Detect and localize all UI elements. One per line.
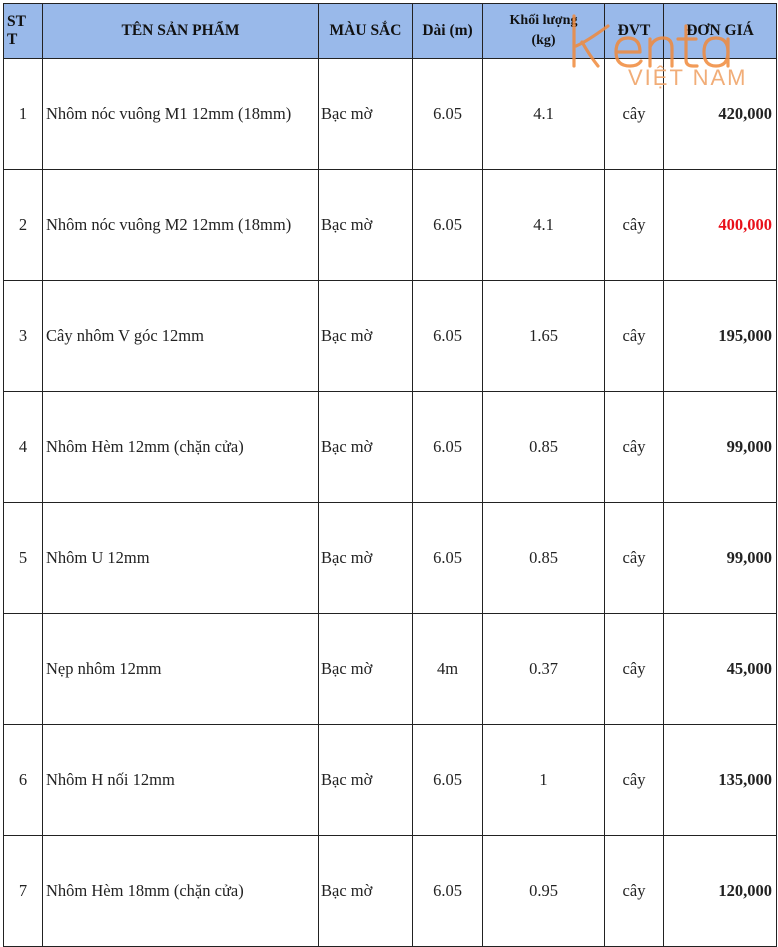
cell-weight: 0.95 [483,836,605,947]
cell-weight: 4.1 [483,170,605,281]
col-header-color: MÀU SẮC [319,4,413,59]
cell-price-highlighted: 400,000 [664,170,777,281]
cell-unit: cây [605,725,664,836]
cell-color: Bạc mờ [319,836,413,947]
cell-length: 6.05 [413,392,483,503]
cell-price: 45,000 [664,614,777,725]
col-header-weight-line2: (kg) [531,33,556,48]
price-table [3,3,777,947]
cell-stt: 6 [4,725,43,836]
cell-color: Bạc mờ [319,725,413,836]
cell-length: 4m [413,614,483,725]
cell-length: 6.05 [413,725,483,836]
table-header-row [4,4,777,59]
cell-stt [4,614,43,725]
col-header-unit: ĐVT [605,4,664,59]
cell-product-name: Nhôm nóc vuông M1 12mm (18mm) [43,59,319,170]
table-row [4,836,777,947]
table-row [4,170,777,281]
cell-weight: 0.85 [483,392,605,503]
cell-stt: 7 [4,836,43,947]
cell-stt: 5 [4,503,43,614]
cell-product-name: Cây nhôm V góc 12mm [43,281,319,392]
cell-color: Bạc mờ [319,170,413,281]
cell-weight: 4.1 [483,59,605,170]
cell-stt: 2 [4,170,43,281]
table-row [4,281,777,392]
cell-color: Bạc mờ [319,392,413,503]
cell-product-name: Nhôm U 12mm [43,503,319,614]
col-header-stt-line1: ST [7,13,26,30]
cell-unit: cây [605,503,664,614]
cell-color: Bạc mờ [319,281,413,392]
col-header-weight-line1: Khối lượng [509,13,578,28]
col-header-stt-line2: T [7,31,18,48]
table-row [4,392,777,503]
cell-length: 6.05 [413,170,483,281]
cell-price: 420,000 [664,59,777,170]
cell-unit: cây [605,170,664,281]
col-header-price: ĐƠN GIÁ [664,4,777,59]
cell-length: 6.05 [413,59,483,170]
cell-weight: 0.85 [483,503,605,614]
cell-product-name: Nhôm nóc vuông M2 12mm (18mm) [43,170,319,281]
cell-product-name: Nẹp nhôm 12mm [43,614,319,725]
cell-unit: cây [605,281,664,392]
price-table-container [3,3,777,947]
cell-unit: cây [605,59,664,170]
cell-color: Bạc mờ [319,614,413,725]
col-header-name: TÊN SẢN PHẨM [43,4,319,59]
cell-price: 195,000 [664,281,777,392]
cell-unit: cây [605,836,664,947]
table-row [4,503,777,614]
cell-product-name: Nhôm Hèm 12mm (chặn cửa) [43,392,319,503]
cell-stt: 4 [4,392,43,503]
cell-length: 6.05 [413,503,483,614]
cell-weight: 1.65 [483,281,605,392]
cell-length: 6.05 [413,281,483,392]
cell-weight: 0.37 [483,614,605,725]
cell-price: 99,000 [664,503,777,614]
cell-product-name: Nhôm Hèm 18mm (chặn cửa) [43,836,319,947]
col-header-stt [4,4,43,59]
cell-color: Bạc mờ [319,503,413,614]
cell-length: 6.05 [413,836,483,947]
cell-weight: 1 [483,725,605,836]
cell-product-name: Nhôm H nối 12mm [43,725,319,836]
cell-stt: 1 [4,59,43,170]
col-header-length: Dài (m) [413,4,483,59]
cell-price: 120,000 [664,836,777,947]
table-row [4,59,777,170]
cell-price: 99,000 [664,392,777,503]
col-header-weight [483,4,605,59]
cell-unit: cây [605,392,664,503]
cell-color: Bạc mờ [319,59,413,170]
table-row [4,725,777,836]
cell-price: 135,000 [664,725,777,836]
table-row [4,614,777,725]
kenta-logo-subtitle: VIỆT NAM [628,65,748,90]
cell-unit: cây [605,614,664,725]
cell-stt: 3 [4,281,43,392]
